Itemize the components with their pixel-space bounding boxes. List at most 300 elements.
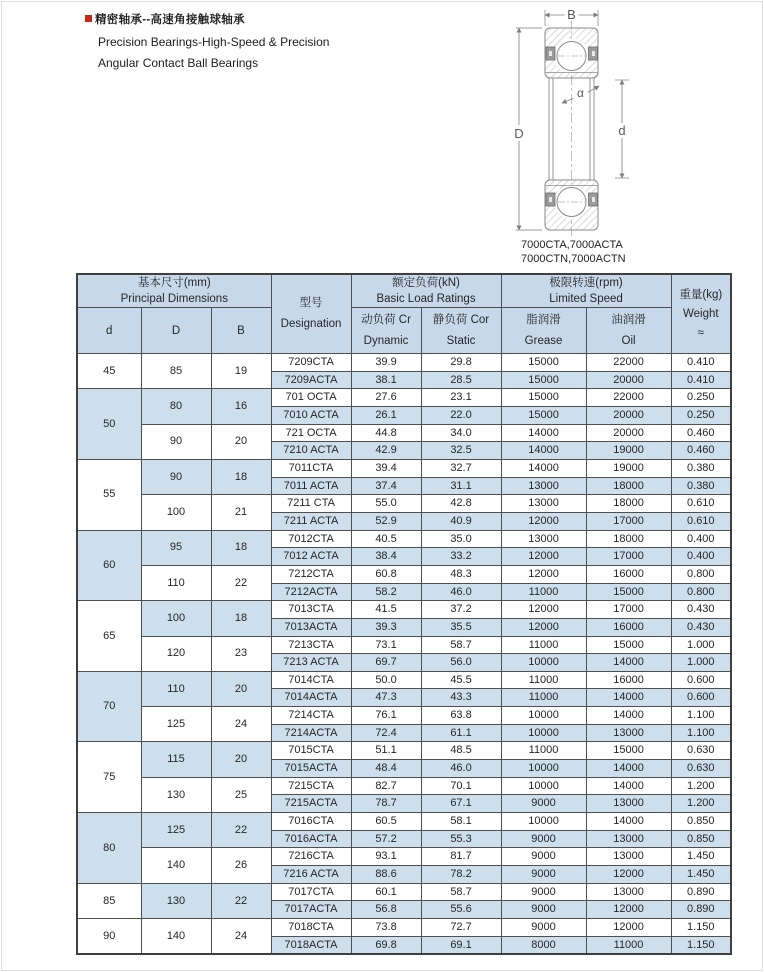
cell-D: 120 — [141, 636, 211, 671]
dimension-label-alpha: α — [577, 86, 584, 100]
static-load-cell: 55.6 — [421, 901, 501, 919]
designation-cell: 7216 ACTA — [271, 866, 351, 884]
dynamic-load-cell: 39.4 — [351, 459, 421, 477]
designation-cell: 7013ACTA — [271, 618, 351, 636]
grease-speed-cell: 15000 — [501, 371, 586, 389]
designation-cell: 7212ACTA — [271, 583, 351, 601]
oil-speed-cell: 11000 — [586, 936, 671, 954]
oil-speed-cell: 19000 — [586, 459, 671, 477]
cell-D: 100 — [141, 601, 211, 636]
cell-D: 125 — [141, 813, 211, 848]
header-col-oil: 油润滑 Oil — [586, 308, 671, 354]
weight-cell: 0.400 — [671, 548, 731, 566]
static-load-cell: 56.0 — [421, 654, 501, 672]
bearing-cross-section-diagram — [480, 0, 764, 238]
page-header — [85, 11, 329, 74]
weight-cell: 0.460 — [671, 442, 731, 460]
page-title-zh — [85, 11, 329, 27]
dynamic-load-cell: 26.1 — [351, 406, 421, 424]
oil-speed-cell: 16000 — [586, 565, 671, 583]
cell-D: 130 — [141, 883, 211, 918]
cell-D: 100 — [141, 495, 211, 530]
table-row — [77, 919, 731, 937]
weight-cell: 0.460 — [671, 424, 731, 442]
grease-speed-cell: 9000 — [501, 919, 586, 937]
grease-speed-cell: 14000 — [501, 442, 586, 460]
oil-speed-cell: 13000 — [586, 830, 671, 848]
dynamic-load-cell: 42.9 — [351, 442, 421, 460]
grease-speed-cell: 10000 — [501, 724, 586, 742]
grease-speed-cell: 14000 — [501, 459, 586, 477]
top-race-section — [545, 28, 598, 78]
designation-cell: 701 OCTA — [271, 389, 351, 407]
cell-B: 22 — [211, 565, 271, 600]
cell-D: 90 — [141, 459, 211, 494]
static-load-cell: 28.5 — [421, 371, 501, 389]
static-load-cell: 58.1 — [421, 813, 501, 831]
oil-speed-cell: 20000 — [586, 371, 671, 389]
cell-B: 24 — [211, 919, 271, 955]
static-load-cell: 45.5 — [421, 671, 501, 689]
designation-cell: 7018ACTA — [271, 936, 351, 954]
page-title-en — [98, 32, 329, 74]
weight-cell: 1.150 — [671, 919, 731, 937]
oil-speed-cell: 15000 — [586, 742, 671, 760]
weight-cell: 0.430 — [671, 601, 731, 619]
designation-cell: 7216CTA — [271, 848, 351, 866]
static-load-cell: 46.0 — [421, 760, 501, 778]
static-load-cell: 29.8 — [421, 354, 501, 372]
dynamic-load-cell: 93.1 — [351, 848, 421, 866]
dynamic-load-cell: 60.8 — [351, 565, 421, 583]
designation-cell: 7017CTA — [271, 883, 351, 901]
table-body — [77, 354, 731, 955]
cell-B: 18 — [211, 530, 271, 565]
oil-speed-cell: 18000 — [586, 477, 671, 495]
static-load-cell: 43.3 — [421, 689, 501, 707]
cell-B: 18 — [211, 601, 271, 636]
oil-speed-cell: 17000 — [586, 601, 671, 619]
static-load-cell: 34.0 — [421, 424, 501, 442]
weight-cell: 1.450 — [671, 866, 731, 884]
static-load-cell: 35.5 — [421, 618, 501, 636]
weight-cell: 0.890 — [671, 901, 731, 919]
cell-B: 22 — [211, 883, 271, 918]
static-load-cell: 55.3 — [421, 830, 501, 848]
cell-d: 45 — [77, 354, 141, 389]
static-load-cell: 69.1 — [421, 936, 501, 954]
grease-speed-cell: 12000 — [501, 618, 586, 636]
dynamic-load-cell: 41.5 — [351, 601, 421, 619]
cell-D: 85 — [141, 354, 211, 389]
static-load-cell: 23.1 — [421, 389, 501, 407]
page-title-en-line1: Precision Bearings-High-Speed & Precision — [98, 35, 330, 49]
designation-cell: 7011 ACTA — [271, 477, 351, 495]
weight-cell: 0.400 — [671, 530, 731, 548]
dynamic-load-cell: 60.5 — [351, 813, 421, 831]
weight-cell: 0.800 — [671, 565, 731, 583]
designation-cell: 7209CTA — [271, 354, 351, 372]
static-load-cell: 42.8 — [421, 495, 501, 513]
oil-speed-cell: 12000 — [586, 866, 671, 884]
cell-B: 21 — [211, 495, 271, 530]
designation-cell: 7010 ACTA — [271, 406, 351, 424]
weight-cell: 0.610 — [671, 512, 731, 530]
dimension-label-B: B — [567, 7, 576, 22]
table-row — [77, 354, 731, 372]
oil-speed-cell: 18000 — [586, 530, 671, 548]
static-load-cell: 72.7 — [421, 919, 501, 937]
header-principal-dimensions: 基本尺寸(mm) Principal Dimensions — [77, 274, 271, 308]
dynamic-load-cell: 56.8 — [351, 901, 421, 919]
bottom-race-section — [545, 180, 598, 230]
cell-D: 90 — [141, 424, 211, 459]
dimension-d — [615, 80, 629, 178]
cell-B: 16 — [211, 389, 271, 424]
dynamic-load-cell: 58.2 — [351, 583, 421, 601]
oil-speed-cell: 12000 — [586, 919, 671, 937]
grease-speed-cell: 9000 — [501, 848, 586, 866]
table-row — [77, 424, 731, 442]
grease-speed-cell: 12000 — [501, 601, 586, 619]
static-load-cell: 58.7 — [421, 636, 501, 654]
weight-cell: 0.250 — [671, 406, 731, 424]
grease-speed-cell: 10000 — [501, 654, 586, 672]
weight-cell: 0.850 — [671, 813, 731, 831]
cell-d: 50 — [77, 389, 141, 460]
static-load-cell: 58.7 — [421, 883, 501, 901]
designation-cell: 7213CTA — [271, 636, 351, 654]
cell-B: 23 — [211, 636, 271, 671]
designation-cell: 7016CTA — [271, 813, 351, 831]
cell-d: 90 — [77, 919, 141, 955]
table-row — [77, 707, 731, 725]
static-load-cell: 48.3 — [421, 565, 501, 583]
dynamic-load-cell: 73.1 — [351, 636, 421, 654]
designation-cell: 7012CTA — [271, 530, 351, 548]
page-title-en-line2: Angular Contact Ball Bearings — [98, 56, 259, 70]
grease-speed-cell: 9000 — [501, 883, 586, 901]
header-row-columns — [77, 308, 731, 354]
diagram-caption-line1: 7000CTA,7000ACTA — [521, 239, 623, 251]
oil-speed-cell: 13000 — [586, 724, 671, 742]
table-row — [77, 883, 731, 901]
weight-cell: 0.600 — [671, 689, 731, 707]
designation-cell: 7214ACTA — [271, 724, 351, 742]
dynamic-load-cell: 52.9 — [351, 512, 421, 530]
weight-cell: 0.890 — [671, 883, 731, 901]
header-col-B: B — [211, 308, 271, 354]
oil-speed-cell: 13000 — [586, 883, 671, 901]
dynamic-load-cell: 39.9 — [351, 354, 421, 372]
cell-d: 85 — [77, 883, 141, 918]
grease-speed-cell: 9000 — [501, 795, 586, 813]
weight-cell: 0.430 — [671, 618, 731, 636]
cell-d: 80 — [77, 813, 141, 884]
static-load-cell: 61.1 — [421, 724, 501, 742]
dynamic-load-cell: 38.4 — [351, 548, 421, 566]
grease-speed-cell: 11000 — [501, 636, 586, 654]
dynamic-load-cell: 38.1 — [351, 371, 421, 389]
table-row — [77, 495, 731, 513]
table-row — [77, 601, 731, 619]
cell-B: 18 — [211, 459, 271, 494]
grease-speed-cell: 15000 — [501, 406, 586, 424]
grease-speed-cell: 10000 — [501, 813, 586, 831]
dynamic-load-cell: 69.7 — [351, 654, 421, 672]
cell-D: 80 — [141, 389, 211, 424]
oil-speed-cell: 12000 — [586, 901, 671, 919]
grease-speed-cell: 8000 — [501, 936, 586, 954]
oil-speed-cell: 18000 — [586, 495, 671, 513]
dynamic-load-cell: 47.3 — [351, 689, 421, 707]
dimension-D — [511, 28, 542, 230]
header-col-d: d — [77, 308, 141, 354]
designation-cell: 7015CTA — [271, 742, 351, 760]
page-title-zh-text: 精密轴承--高速角接触球轴承 — [95, 14, 245, 26]
grease-speed-cell: 13000 — [501, 530, 586, 548]
dynamic-load-cell: 44.8 — [351, 424, 421, 442]
oil-speed-cell: 14000 — [586, 813, 671, 831]
cell-B: 19 — [211, 354, 271, 389]
header-col-dynamic: 动负荷 Cr Dynamic — [351, 308, 421, 354]
static-load-cell: 63.8 — [421, 707, 501, 725]
weight-cell: 0.410 — [671, 371, 731, 389]
dynamic-load-cell: 72.4 — [351, 724, 421, 742]
static-load-cell: 67.1 — [421, 795, 501, 813]
weight-cell: 0.630 — [671, 742, 731, 760]
table-row — [77, 459, 731, 477]
dynamic-load-cell: 27.6 — [351, 389, 421, 407]
grease-speed-cell: 11000 — [501, 742, 586, 760]
static-load-cell: 32.7 — [421, 459, 501, 477]
header-col-grease: 脂润滑 Grease — [501, 308, 586, 354]
designation-cell: 7018CTA — [271, 919, 351, 937]
header-load-ratings: 额定负荷(kN) Basic Load Ratings — [351, 274, 501, 308]
static-load-cell: 33.2 — [421, 548, 501, 566]
oil-speed-cell: 14000 — [586, 707, 671, 725]
table-row — [77, 777, 731, 795]
static-load-cell: 46.0 — [421, 583, 501, 601]
oil-speed-cell: 14000 — [586, 760, 671, 778]
dynamic-load-cell: 57.2 — [351, 830, 421, 848]
weight-cell: 0.610 — [671, 495, 731, 513]
designation-cell: 7214CTA — [271, 707, 351, 725]
static-load-cell: 81.7 — [421, 848, 501, 866]
grease-speed-cell: 9000 — [501, 901, 586, 919]
dynamic-load-cell: 69.8 — [351, 936, 421, 954]
dynamic-load-cell: 88.6 — [351, 866, 421, 884]
weight-cell: 1.000 — [671, 654, 731, 672]
designation-cell: 7210 ACTA — [271, 442, 351, 460]
static-load-cell: 48.5 — [421, 742, 501, 760]
oil-speed-cell: 16000 — [586, 671, 671, 689]
cell-D: 110 — [141, 565, 211, 600]
grease-speed-cell: 12000 — [501, 548, 586, 566]
grease-speed-cell: 13000 — [501, 477, 586, 495]
dynamic-load-cell: 48.4 — [351, 760, 421, 778]
dynamic-load-cell: 39.3 — [351, 618, 421, 636]
dynamic-load-cell: 78.7 — [351, 795, 421, 813]
cell-d: 60 — [77, 530, 141, 601]
cell-d: 65 — [77, 601, 141, 672]
weight-cell: 1.450 — [671, 848, 731, 866]
static-load-cell: 70.1 — [421, 777, 501, 795]
weight-cell: 1.000 — [671, 636, 731, 654]
oil-speed-cell: 17000 — [586, 548, 671, 566]
weight-cell: 0.630 — [671, 760, 731, 778]
grease-speed-cell: 11000 — [501, 689, 586, 707]
header-col-D: D — [141, 308, 211, 354]
designation-cell: 7213 ACTA — [271, 654, 351, 672]
grease-speed-cell: 12000 — [501, 512, 586, 530]
dynamic-load-cell: 40.5 — [351, 530, 421, 548]
designation-cell: 7211 ACTA — [271, 512, 351, 530]
oil-speed-cell: 19000 — [586, 442, 671, 460]
designation-cell: 7014ACTA — [271, 689, 351, 707]
designation-cell: 7017ACTA — [271, 901, 351, 919]
bearing-spec-table — [76, 273, 732, 955]
dynamic-load-cell: 50.0 — [351, 671, 421, 689]
designation-cell: 721 OCTA — [271, 424, 351, 442]
designation-cell: 7212CTA — [271, 565, 351, 583]
designation-cell: 7215CTA — [271, 777, 351, 795]
cell-D: 115 — [141, 742, 211, 777]
dynamic-load-cell: 76.1 — [351, 707, 421, 725]
oil-speed-cell: 15000 — [586, 583, 671, 601]
header-designation: 型号 Designation — [271, 274, 351, 354]
dynamic-load-cell: 55.0 — [351, 495, 421, 513]
oil-speed-cell: 14000 — [586, 654, 671, 672]
red-square-bullet-icon — [85, 15, 92, 22]
oil-speed-cell: 13000 — [586, 848, 671, 866]
dynamic-load-cell: 60.1 — [351, 883, 421, 901]
header-row-groups — [77, 274, 731, 308]
weight-cell: 1.200 — [671, 777, 731, 795]
grease-speed-cell: 10000 — [501, 707, 586, 725]
table-row — [77, 636, 731, 654]
table-row — [77, 389, 731, 407]
dynamic-load-cell: 51.1 — [351, 742, 421, 760]
cell-d: 70 — [77, 671, 141, 742]
grease-speed-cell: 9000 — [501, 830, 586, 848]
weight-cell: 0.600 — [671, 671, 731, 689]
oil-speed-cell: 14000 — [586, 689, 671, 707]
designation-cell: 7011CTA — [271, 459, 351, 477]
header-col-static: 静负荷 Cor Static — [421, 308, 501, 354]
oil-speed-cell: 20000 — [586, 406, 671, 424]
grease-speed-cell: 13000 — [501, 495, 586, 513]
static-load-cell: 78.2 — [421, 866, 501, 884]
designation-cell: 7016ACTA — [271, 830, 351, 848]
header-limited-speed: 极限转速(rpm) Limited Speed — [501, 274, 671, 308]
static-load-cell: 37.2 — [421, 601, 501, 619]
cell-B: 26 — [211, 848, 271, 883]
table-row — [77, 742, 731, 760]
table-row — [77, 848, 731, 866]
grease-speed-cell: 12000 — [501, 565, 586, 583]
designation-cell: 7014CTA — [271, 671, 351, 689]
cell-D: 95 — [141, 530, 211, 565]
cell-D: 140 — [141, 848, 211, 883]
grease-speed-cell: 11000 — [501, 671, 586, 689]
cell-d: 75 — [77, 742, 141, 813]
cell-B: 20 — [211, 424, 271, 459]
cell-B: 24 — [211, 707, 271, 742]
cell-D: 140 — [141, 919, 211, 955]
weight-cell: 0.380 — [671, 459, 731, 477]
table-row — [77, 671, 731, 689]
designation-cell: 7209ACTA — [271, 371, 351, 389]
grease-speed-cell: 11000 — [501, 583, 586, 601]
bearing-diagram — [480, 0, 764, 270]
oil-speed-cell: 22000 — [586, 354, 671, 372]
cell-B: 20 — [211, 742, 271, 777]
dimension-label-d: d — [618, 123, 626, 138]
dynamic-load-cell: 73.8 — [351, 919, 421, 937]
static-load-cell: 31.1 — [421, 477, 501, 495]
weight-cell: 0.800 — [671, 583, 731, 601]
cell-D: 125 — [141, 707, 211, 742]
table-row — [77, 565, 731, 583]
oil-speed-cell: 20000 — [586, 424, 671, 442]
table-row — [77, 530, 731, 548]
oil-speed-cell: 13000 — [586, 795, 671, 813]
designation-cell: 7013CTA — [271, 601, 351, 619]
cell-B: 22 — [211, 813, 271, 848]
dimension-label-D: D — [514, 126, 524, 141]
designation-cell: 7211 CTA — [271, 495, 351, 513]
designation-cell: 7012 ACTA — [271, 548, 351, 566]
diagram-caption-line2: 7000CTN,7000ACTN — [521, 252, 626, 265]
weight-cell: 0.850 — [671, 830, 731, 848]
weight-cell: 1.200 — [671, 795, 731, 813]
cell-D: 130 — [141, 777, 211, 812]
weight-cell: 1.100 — [671, 707, 731, 725]
dynamic-load-cell: 82.7 — [351, 777, 421, 795]
contact-angle-alpha — [562, 86, 599, 103]
cell-B: 25 — [211, 777, 271, 812]
designation-cell: 7215ACTA — [271, 795, 351, 813]
oil-speed-cell: 22000 — [586, 389, 671, 407]
weight-cell: 1.150 — [671, 936, 731, 954]
dynamic-load-cell: 37.4 — [351, 477, 421, 495]
cell-B: 20 — [211, 671, 271, 706]
table-row — [77, 813, 731, 831]
oil-speed-cell: 15000 — [586, 636, 671, 654]
static-load-cell: 40.9 — [421, 512, 501, 530]
diagram-caption — [521, 239, 626, 266]
cell-d: 55 — [77, 459, 141, 530]
header-weight: 重量(kg) Weight ≈ — [671, 274, 731, 354]
grease-speed-cell: 9000 — [501, 866, 586, 884]
grease-speed-cell: 10000 — [501, 777, 586, 795]
designation-cell: 7015ACTA — [271, 760, 351, 778]
grease-speed-cell: 15000 — [501, 389, 586, 407]
oil-speed-cell: 16000 — [586, 618, 671, 636]
grease-speed-cell: 10000 — [501, 760, 586, 778]
weight-cell: 0.410 — [671, 354, 731, 372]
weight-cell: 0.250 — [671, 389, 731, 407]
weight-cell: 1.100 — [671, 724, 731, 742]
grease-speed-cell: 14000 — [501, 424, 586, 442]
oil-speed-cell: 17000 — [586, 512, 671, 530]
grease-speed-cell: 15000 — [501, 354, 586, 372]
cell-D: 110 — [141, 671, 211, 706]
oil-speed-cell: 14000 — [586, 777, 671, 795]
static-load-cell: 35.0 — [421, 530, 501, 548]
weight-cell: 0.380 — [671, 477, 731, 495]
